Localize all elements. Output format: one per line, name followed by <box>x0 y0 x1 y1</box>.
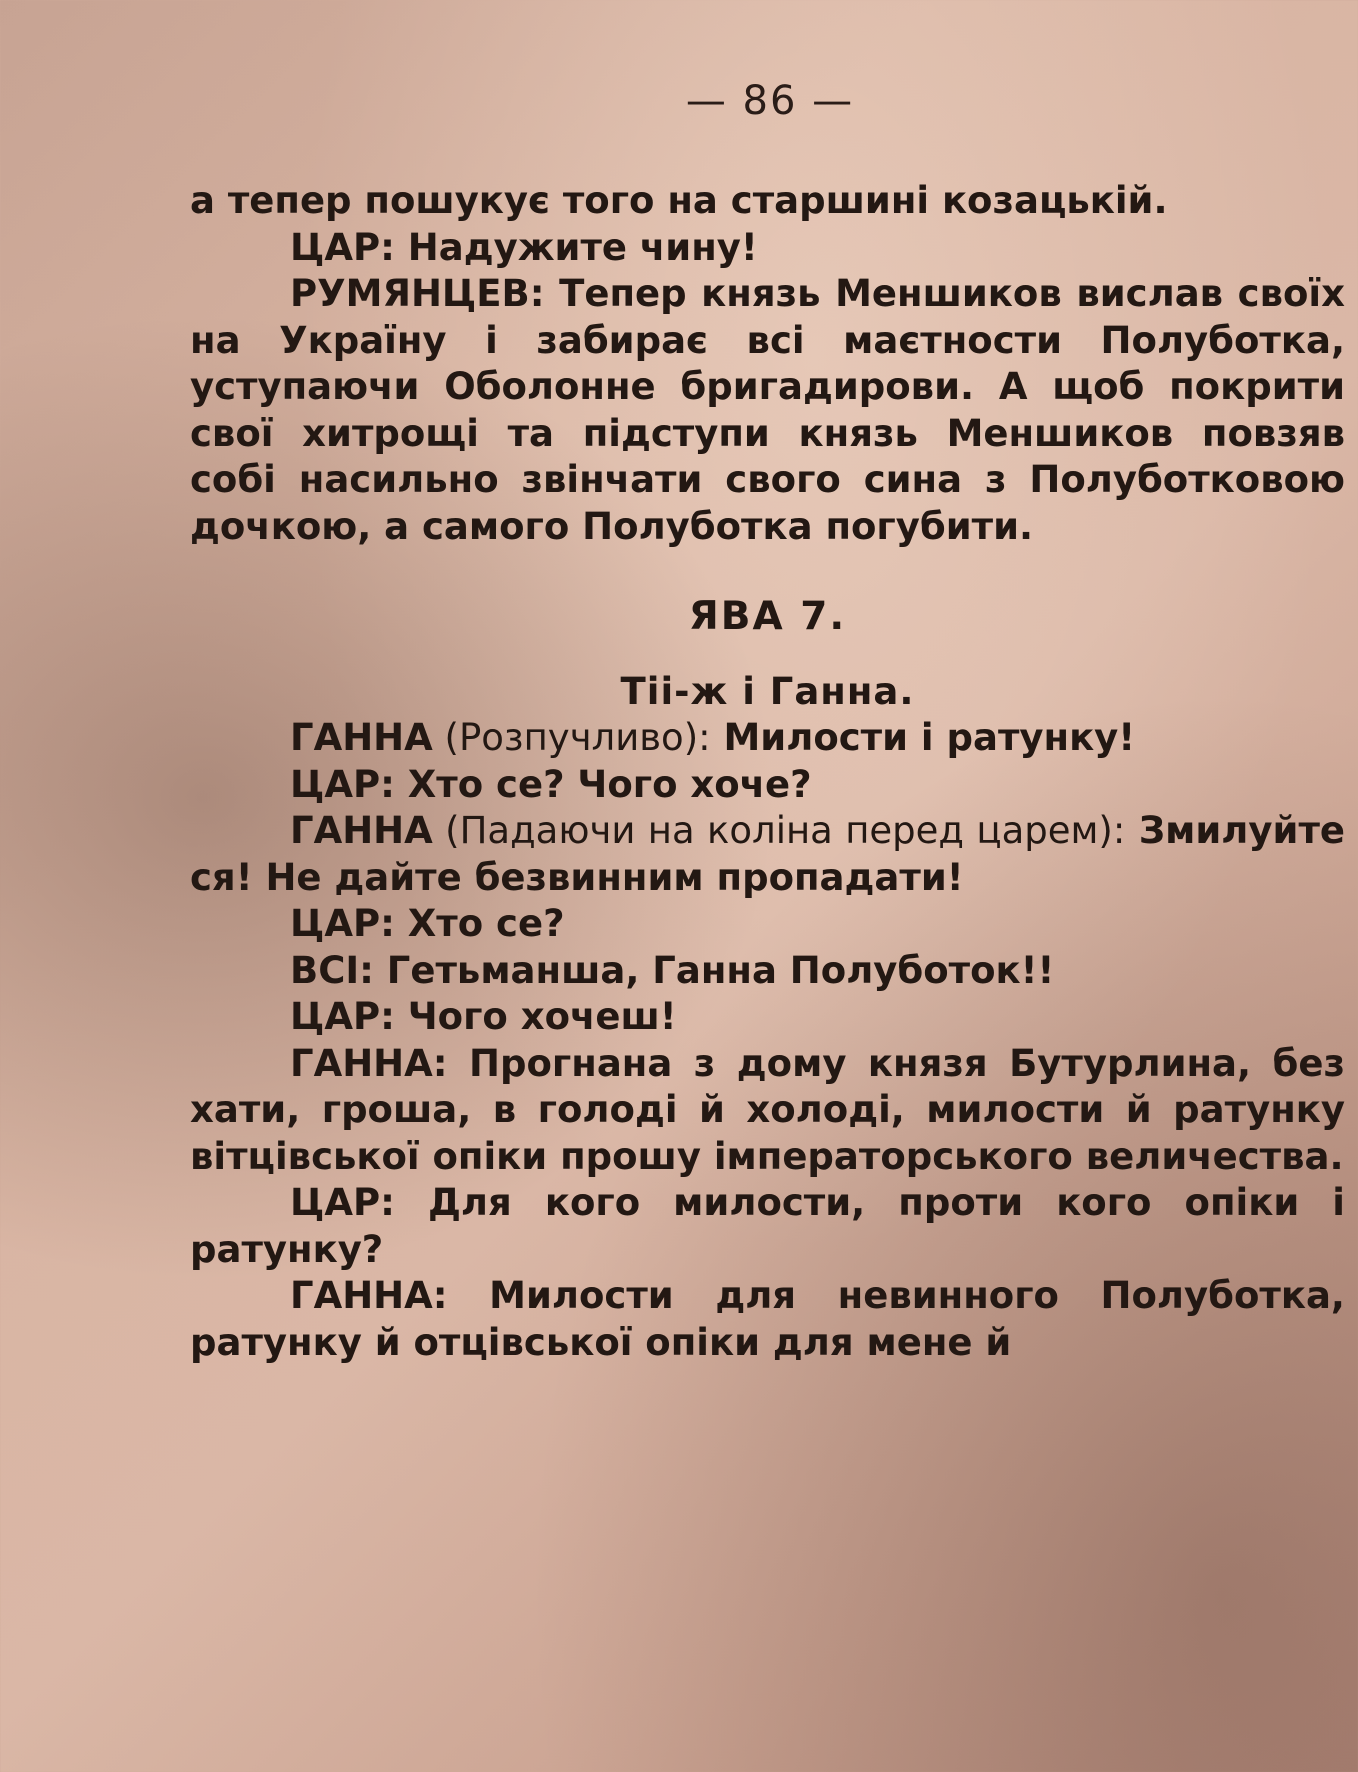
dialogue-line <box>190 948 1345 995</box>
dialogue-text: Надужите чину! <box>394 225 758 269</box>
dialogue-text: Тепер князь Меншиков вислав своїх на Україну і забирає всі маєтности Полуботка, уступаючи Оболонне бригадирови. А щоб покрити свої хитрощі та підступи князь Меншиков повзяв собі насильно звінчати свого сина з Полуботковою дочкою, а самого Полуботка погубити. <box>190 272 1345 548</box>
dialogue-line <box>190 1180 1345 1273</box>
speaker-name: ГАННА: <box>290 1041 448 1085</box>
dialogue-text: Хто се? <box>394 902 565 945</box>
dialogue-text: Гетьманша, Ганна Полуботок!! <box>373 948 1055 992</box>
paragraph-text: а тепер пошукує того на старшині козацькій. <box>190 179 1168 222</box>
speaker-name: ЦАР: <box>290 225 395 269</box>
stage-direction: (Падаючи на коліна перед царем): <box>432 809 1126 852</box>
speaker-name: ЦАР: <box>290 902 395 945</box>
speaker-name: ЦАР: <box>290 995 395 1038</box>
dialogue-line <box>190 225 1345 272</box>
dialogue-text: Прогнана з дому князя Бутурлина, без хати, гроша, в голоді й холоді, милости й ратунку вітцівської опіки прошу імператорського величества. <box>190 1041 1345 1178</box>
dialogue-line <box>190 1041 1345 1181</box>
paragraph-continuation <box>190 178 1345 225</box>
speaker-name: ГАННА <box>290 716 433 759</box>
dialogue-text: Змилуйте ся! Не дайте безвинним пропадати! <box>190 809 1345 899</box>
dialogue-text: Для кого милости, проти кого опіки і ратунку? <box>190 1181 1345 1271</box>
dialogue-line <box>190 271 1345 550</box>
speaker-name: ЦАР: <box>290 1181 395 1224</box>
speaker-name: РУМЯНЦЕВ: <box>290 272 545 315</box>
speaker-name: ГАННА: <box>290 1274 448 1317</box>
dialogue-line <box>190 715 1345 762</box>
scene-title: ЯВА 7. <box>688 594 847 639</box>
scene-subtitle: Тіі-ж і Ганна. <box>620 669 915 713</box>
dialogue-text: Хто се? Чого хоче? <box>394 762 812 806</box>
dialogue-text: Милости і ратунку! <box>710 716 1136 759</box>
speaker-name: ГАННА <box>290 809 433 852</box>
speaker-name: ЦАР: <box>290 762 395 806</box>
dialogue-line <box>190 901 1345 948</box>
dialogue-line <box>190 994 1345 1041</box>
dialogue-line <box>190 808 1345 901</box>
speaker-name: ВСІ: <box>290 948 374 992</box>
dialogue-line <box>190 1273 1345 1366</box>
dialogue-line <box>190 762 1345 809</box>
stage-direction: (Розпучливо): <box>432 716 711 759</box>
dialogue-text: Чого хочеш! <box>394 995 677 1038</box>
page-number: — 86 — <box>685 78 855 124</box>
page-body <box>190 178 1345 1366</box>
dialogue-text: Милости для невинного Полуботка, ратунку й отцівської опіки для мене й <box>190 1274 1345 1364</box>
